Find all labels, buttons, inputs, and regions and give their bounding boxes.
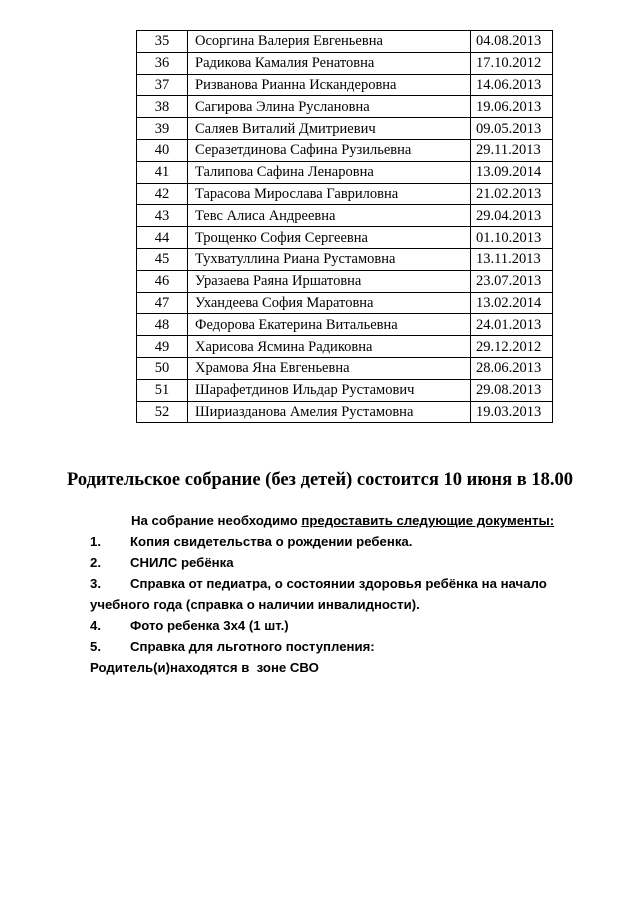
student-name-cell: Саляев Виталий Дмитриевич [188,118,471,140]
row-number-cell: 49 [137,336,188,358]
document-item-text: Копия свидетельства о рождении ребенка. [130,534,413,549]
birth-date-cell: 23.07.2013 [471,270,553,292]
birth-date-cell: 19.03.2013 [471,401,553,423]
birth-date-cell: 28.06.2013 [471,357,553,379]
birth-date-cell: 29.11.2013 [471,139,553,161]
student-name-cell: Трощенко София Сергеевна [188,227,471,249]
row-number-cell: 37 [137,74,188,96]
document-item [90,531,570,552]
document-item [90,615,570,636]
student-name-cell: Харисова Ясмина Радиковна [188,336,471,358]
students-table [136,30,553,423]
document-item-text: Справка для льготного поступления: [130,639,375,654]
student-name-cell: Тевс Алиса Андреевна [188,205,471,227]
student-name-cell: Сагирова Элина Руслановна [188,96,471,118]
document-item-number: 2. [90,555,101,570]
birth-date-cell: 24.01.2013 [471,314,553,336]
table-row [137,205,553,227]
student-name-cell: Серазетдинова Сафина Рузильевна [188,139,471,161]
birth-date-cell: 17.10.2012 [471,52,553,74]
document-item-text: СНИЛС ребёнка [130,555,234,570]
table-row [137,96,553,118]
document-item [90,573,570,615]
birth-date-cell: 21.02.2013 [471,183,553,205]
table-row [137,139,553,161]
document-item [90,552,570,573]
birth-date-cell: 29.04.2013 [471,205,553,227]
row-number-cell: 48 [137,314,188,336]
birth-date-cell: 09.05.2013 [471,118,553,140]
row-number-cell: 39 [137,118,188,140]
student-name-cell: Радикова Камалия Ренатовна [188,52,471,74]
documents-section [90,510,570,678]
document-item-text: Фото ребенка 3х4 (1 шт.) [130,618,289,633]
row-number-cell: 43 [137,205,188,227]
row-number-cell: 38 [137,96,188,118]
table-row [137,161,553,183]
row-number-cell: 45 [137,248,188,270]
row-number-cell: 47 [137,292,188,314]
student-name-cell: Уразаева Раяна Иршатовна [188,270,471,292]
table-row [137,248,553,270]
student-name-cell: Тухватуллина Риана Рустамовна [188,248,471,270]
row-number-cell: 46 [137,270,188,292]
document-item-text: Справка от педиатра, о состоянии здоровья ребёнка на начало [130,576,547,591]
birth-date-cell: 13.02.2014 [471,292,553,314]
student-name-cell: Талипова Сафина Ленаровна [188,161,471,183]
student-name-cell: Храмова Яна Евгеньевна [188,357,471,379]
row-number-cell: 35 [137,31,188,53]
birth-date-cell: 19.06.2013 [471,96,553,118]
row-number-cell: 44 [137,227,188,249]
table-row [137,31,553,53]
document-item-continuation: учебного года (справка о наличии инвалидности). [90,597,420,612]
document-item-number: 1. [90,534,101,549]
table-row [137,336,553,358]
student-name-cell: Шарафетдинов Ильдар Рустамович [188,379,471,401]
birth-date-cell: 13.11.2013 [471,248,553,270]
birth-date-cell: 29.08.2013 [471,379,553,401]
table-row [137,292,553,314]
student-name-cell: Федорова Екатерина Витальевна [188,314,471,336]
table-row [137,357,553,379]
student-name-cell: Ризванова Рианна Искандеровна [188,74,471,96]
documents-intro-underlined: предоставить следующие документы: [301,513,555,528]
document-item-number: 5. [90,639,101,654]
row-number-cell: 42 [137,183,188,205]
table-row [137,227,553,249]
table-row [137,270,553,292]
row-number-cell: 52 [137,401,188,423]
documents-intro-text: На собрание необходимо [131,513,302,528]
document-item [90,636,570,657]
student-name-cell: Тарасова Мирослава Гавриловна [188,183,471,205]
students-table-body [137,31,553,423]
table-row [137,74,553,96]
table-row [137,379,553,401]
birth-date-cell: 29.12.2012 [471,336,553,358]
table-row [137,401,553,423]
student-name-cell: Ухандеева София Маратовна [188,292,471,314]
document-item-number: 3. [90,576,101,591]
row-number-cell: 41 [137,161,188,183]
row-number-cell: 51 [137,379,188,401]
birth-date-cell: 01.10.2013 [471,227,553,249]
student-name-cell: Шириазданова Амелия Рустамовна [188,401,471,423]
meeting-announcement: Родительское собрание (без детей) состоится 10 июня в 18.00 [67,470,573,490]
document-item-number: 4. [90,618,101,633]
row-number-cell: 50 [137,357,188,379]
birth-date-cell: 04.08.2013 [471,31,553,53]
row-number-cell: 36 [137,52,188,74]
documents-list [90,531,570,657]
table-row [137,118,553,140]
svo-note: Родитель(и)находятся в зоне СВО [90,660,319,675]
row-number-cell: 40 [137,139,188,161]
table-row [137,314,553,336]
table-row [137,52,553,74]
table-row [137,183,553,205]
birth-date-cell: 14.06.2013 [471,74,553,96]
birth-date-cell: 13.09.2014 [471,161,553,183]
documents-intro [90,510,570,531]
student-name-cell: Осоргина Валерия Евгеньевна [188,31,471,53]
